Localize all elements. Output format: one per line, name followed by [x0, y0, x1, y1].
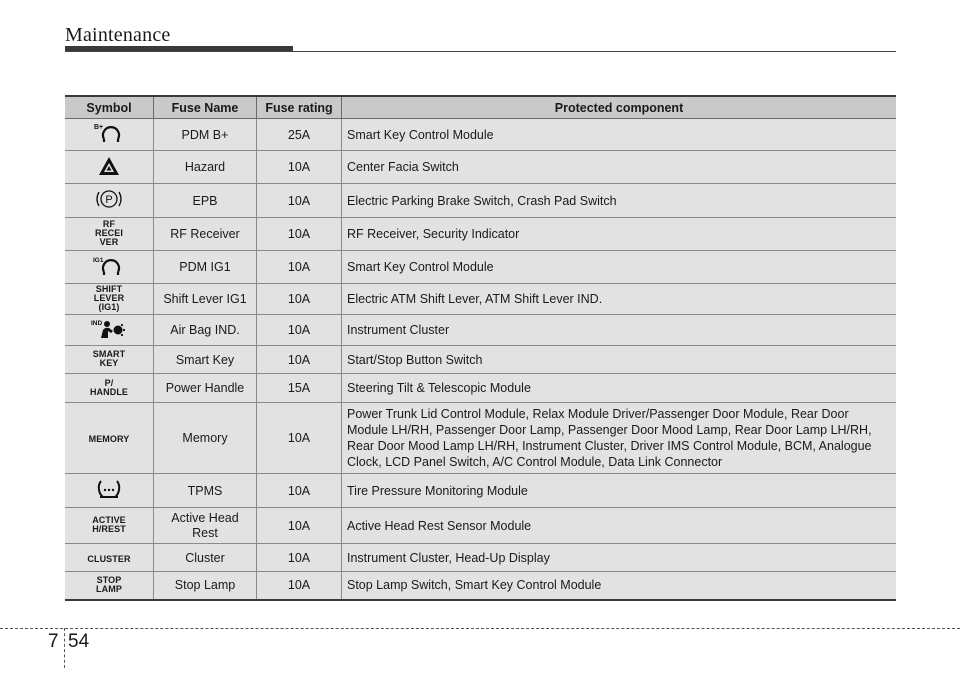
symbol-label: SHIFT LEVER (IG1) — [93, 284, 125, 312]
tpms-icon — [96, 479, 122, 502]
table-row — [65, 572, 896, 600]
parking-brake-icon — [93, 188, 125, 213]
table-row — [65, 184, 896, 218]
fuse-name-cell: RF Receiver — [154, 218, 257, 251]
protected-component-cell: Power Trunk Lid Control Module, Relax Module Driver/Passenger Door Module, Rear Door Module LH/RH, Passenger Door Lamp, Passenger Door Mood Lamp, Rear Door Lamp LH/RH, Rear Door Mood Lamp LH/RH, Instrument Cluster, Driver IMS Control Module, BCM, Analogue Clock, LCD Panel Switch, A/C Control Module, Data Link Connector — [342, 403, 897, 474]
fuse-rating-cell: 10A — [257, 251, 342, 284]
protected-component-cell: Start/Stop Button Switch — [342, 346, 897, 374]
table-row — [65, 119, 896, 151]
protected-component-cell: Center Facia Switch — [342, 151, 897, 184]
table-row — [65, 508, 896, 544]
symbol-label: MEMORY — [88, 434, 130, 444]
fuse-rating-cell: 10A — [257, 572, 342, 600]
symbol-cell — [65, 346, 154, 374]
fuse-rating-cell: 10A — [257, 474, 342, 508]
fuse-name-cell: Smart Key — [154, 346, 257, 374]
protected-component-cell: Stop Lamp Switch, Smart Key Control Module — [342, 572, 897, 600]
table-row — [65, 315, 896, 346]
table-row — [65, 251, 896, 284]
fuse-rating-cell: 10A — [257, 508, 342, 544]
fuse-rating-cell: 10A — [257, 544, 342, 572]
column-header-fuse-name: Fuse Name — [154, 96, 257, 119]
table-row — [65, 346, 896, 374]
symbol-cell — [65, 544, 154, 572]
fuse-rating-cell: 10A — [257, 315, 342, 346]
fuse-rating-cell: 10A — [257, 151, 342, 184]
symbol-cell — [65, 119, 154, 151]
table-row — [65, 474, 896, 508]
protected-component-cell: Electric ATM Shift Lever, ATM Shift Lever IND. — [342, 284, 897, 315]
fuse-name-cell — [154, 508, 257, 544]
fuse-rating-cell: 10A — [257, 184, 342, 218]
fuse-name-cell: TPMS — [154, 474, 257, 508]
protected-component-cell: Smart Key Control Module — [342, 119, 897, 151]
symbol-label: P — [105, 194, 113, 206]
protected-component-cell: Smart Key Control Module — [342, 251, 897, 284]
protected-component-cell: RF Receiver, Security Indicator — [342, 218, 897, 251]
symbol-cell — [65, 184, 154, 218]
fuse-rating-cell: 10A — [257, 218, 342, 251]
table-row — [65, 403, 896, 474]
fuse-name-text: Active Head Rest — [171, 510, 239, 540]
fuse-rating-cell: 10A — [257, 346, 342, 374]
protected-component-cell: Active Head Rest Sensor Module — [342, 508, 897, 544]
fuse-name-cell: Stop Lamp — [154, 572, 257, 600]
symbol-cell — [65, 251, 154, 284]
table-row — [65, 544, 896, 572]
table-row — [65, 284, 896, 315]
symbol-cell — [65, 315, 154, 346]
fuse-name-cell: PDM IG1 — [154, 251, 257, 284]
table-row — [65, 151, 896, 184]
table-header-row — [65, 96, 896, 119]
airbag-ind-icon — [91, 318, 127, 343]
symbol-label: B+ — [94, 124, 104, 131]
key-fob-ig1-icon — [92, 254, 126, 281]
fuse-name-cell: Cluster — [154, 544, 257, 572]
section-title: Maintenance — [65, 24, 171, 46]
symbol-label: SMART KEY — [92, 349, 126, 368]
fuse-name-cell: Hazard — [154, 151, 257, 184]
symbol-cell — [65, 403, 154, 474]
symbol-cell — [65, 374, 154, 403]
footer-rule — [0, 628, 960, 629]
symbol-cell — [65, 508, 154, 544]
title-rule-thin — [65, 51, 896, 52]
column-header-protected-component: Protected component — [342, 96, 897, 119]
protected-component-cell: Tire Pressure Monitoring Module — [342, 474, 897, 508]
fuse-rating-cell: 15A — [257, 374, 342, 403]
page-number-divider — [64, 628, 65, 668]
fuse-name-cell: PDM B+ — [154, 119, 257, 151]
symbol-label: IG1 — [93, 256, 104, 264]
table-row — [65, 374, 896, 403]
fuse-name-cell: EPB — [154, 184, 257, 218]
fuse-name-cell: Power Handle — [154, 374, 257, 403]
column-header-fuse-rating: Fuse rating — [257, 96, 342, 119]
table-row — [65, 218, 896, 251]
fuse-rating-cell: 10A — [257, 284, 342, 315]
symbol-label: IND — [91, 319, 103, 327]
section-number: 7 — [48, 631, 59, 652]
symbol-label: STOP LAMP — [96, 574, 122, 594]
symbol-cell — [65, 218, 154, 251]
protected-component-cell: Instrument Cluster — [342, 315, 897, 346]
fuse-table — [65, 95, 896, 601]
fuse-name-cell: Shift Lever IG1 — [154, 284, 257, 315]
page-number: 54 — [68, 631, 90, 652]
column-header-symbol: Symbol — [65, 96, 154, 119]
fuse-rating-cell: 25A — [257, 119, 342, 151]
fuse-name-cell: Air Bag IND. — [154, 315, 257, 346]
key-fob-b-plus-icon — [92, 121, 126, 148]
symbol-label: P/ HANDLE — [89, 377, 129, 397]
fuse-rating-cell: 10A — [257, 403, 342, 474]
protected-component-cell: Instrument Cluster, Head-Up Display — [342, 544, 897, 572]
symbol-cell — [65, 151, 154, 184]
symbol-label: RF RECEI VER — [94, 219, 123, 247]
protected-component-cell: Steering Tilt & Telescopic Module — [342, 374, 897, 403]
symbol-cell — [65, 284, 154, 315]
symbol-cell — [65, 474, 154, 508]
symbol-label: CLUSTER — [87, 553, 131, 564]
fuse-name-cell: Memory — [154, 403, 257, 474]
protected-component-cell: Electric Parking Brake Switch, Crash Pad Switch — [342, 184, 897, 218]
symbol-label: ACTIVE H/REST — [92, 515, 126, 534]
symbol-cell — [65, 572, 154, 600]
hazard-triangle-icon — [98, 156, 120, 179]
